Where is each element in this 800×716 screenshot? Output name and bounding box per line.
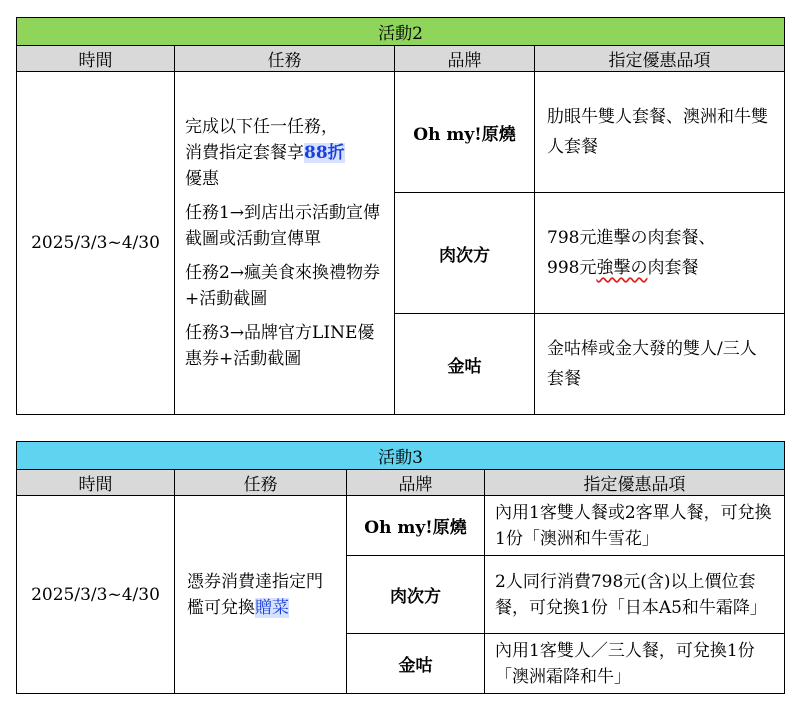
task-intro — [185, 114, 384, 192]
activity2-title: 活動2 — [17, 18, 785, 46]
task-redeem — [175, 496, 347, 694]
header-time: 時間 — [17, 470, 175, 496]
header-task: 任務 — [175, 470, 347, 496]
time-range: 2025/3/3~4/30 — [17, 72, 175, 415]
activity2-table — [16, 17, 785, 415]
task-list — [175, 72, 395, 415]
task-2: 任務2→瘋美食來換禮物券+活動截圖 — [185, 263, 381, 309]
activity3-table — [16, 441, 785, 694]
brand-ohmy: Oh my!原燒 — [347, 496, 485, 556]
task-intro-c: 優惠 — [185, 169, 219, 189]
item-jingu: 內用1客雙人／三人餐，可兌換1份「澳洲霜降和牛」 — [485, 634, 785, 694]
item-rouci-line2-pre: 998元 — [547, 258, 597, 278]
task-redeem-text: 憑券消費達指定門檻可兌換 — [187, 571, 323, 618]
header-task: 任務 — [175, 46, 395, 72]
header-item: 指定優惠品項 — [535, 46, 785, 72]
task-3: 任務3→品牌官方LINE優惠券+活動截圖 — [185, 323, 375, 369]
task-intro-b: 消費指定套餐享 — [185, 143, 304, 163]
brand-ohmy: Oh my!原燒 — [395, 72, 535, 193]
task-1: 任務1→到店出示活動宣傳截圖或活動宣傳單 — [185, 203, 381, 249]
spellcheck-underline: 強擊の — [596, 258, 648, 278]
header-item: 指定優惠品項 — [485, 470, 785, 496]
item-jingu: 金咕棒或金大發的雙人/三人套餐 — [535, 314, 785, 415]
gift-highlight: 贈菜 — [255, 597, 289, 618]
item-ohmy: 肋眼牛雙人套餐、澳洲和牛雙人套餐 — [535, 72, 785, 193]
brand-rouci: 肉次方 — [347, 556, 485, 634]
time-range: 2025/3/3~4/30 — [17, 496, 175, 694]
header-brand: 品牌 — [395, 46, 535, 72]
activity3-title: 活動3 — [17, 442, 785, 470]
item-rouci — [535, 193, 785, 314]
brand-jingu: 金咕 — [395, 314, 535, 415]
item-ohmy: 內用1客雙人餐或2客單人餐，可兌換1份「澳洲和牛雪花」 — [485, 496, 785, 556]
item-rouci-line2-post: 肉套餐 — [647, 258, 699, 278]
brand-rouci: 肉次方 — [395, 193, 535, 314]
discount-highlight: 88折 — [304, 143, 345, 163]
brand-jingu: 金咕 — [347, 634, 485, 694]
item-rouci: 2人同行消費798元(含)以上價位套餐，可兌換1份「日本A5和牛霜降」 — [485, 556, 785, 634]
header-time: 時間 — [17, 46, 175, 72]
header-brand: 品牌 — [347, 470, 485, 496]
task-intro-a: 完成以下任一任務， — [185, 117, 338, 137]
item-rouci-line1: 798元進擊の肉套餐、 — [547, 228, 716, 248]
